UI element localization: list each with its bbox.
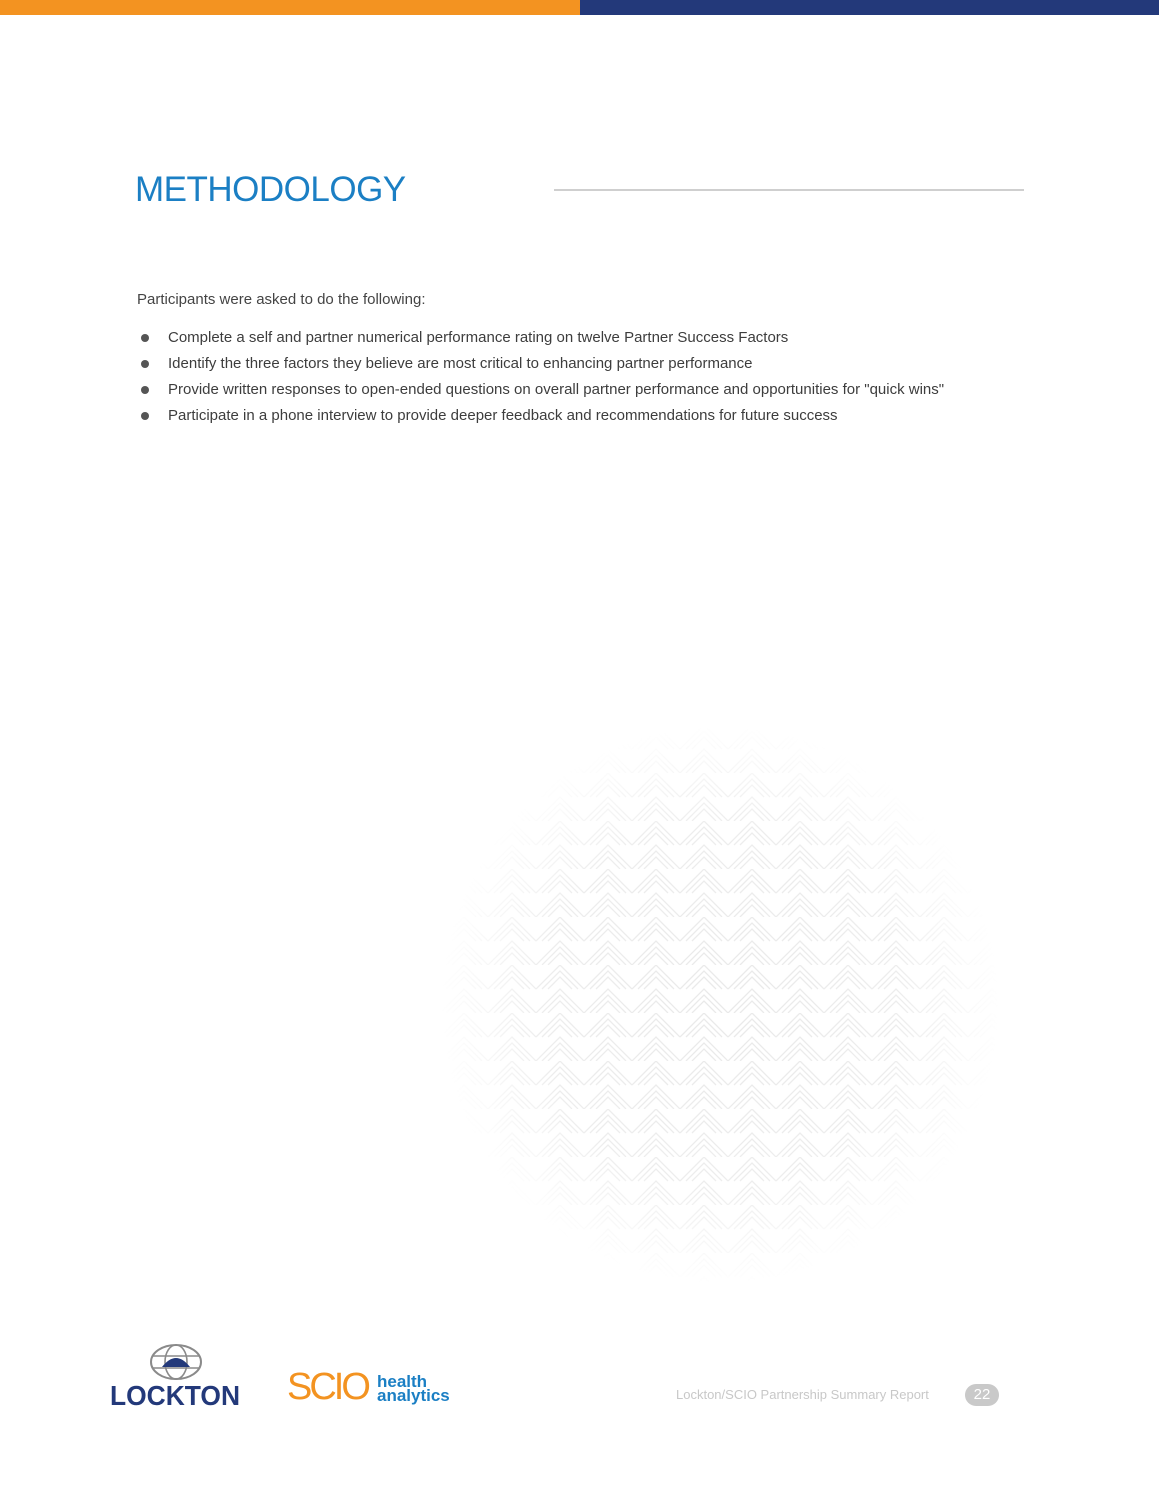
- header-accent-bar-orange: [0, 0, 580, 15]
- title-divider: [554, 189, 1024, 191]
- page-number-badge: 22: [965, 1384, 999, 1406]
- scio-wordmark: SCIO: [287, 1366, 368, 1408]
- scio-health-analytics-logo: [287, 1367, 467, 1407]
- scio-analytics-text: analytics: [377, 1386, 450, 1405]
- bullet-text: Identify the three factors they believe are most critical to enhancing partner performance: [168, 355, 753, 372]
- bullet-icon: [141, 360, 149, 368]
- bullet-text: Participate in a phone interview to provide deeper feedback and recommendations for future success: [168, 407, 838, 424]
- header-accent-bar-navy: [580, 0, 1159, 15]
- scio-health-text: health: [377, 1372, 428, 1391]
- page-title: METHODOLOGY: [135, 170, 406, 209]
- bullet-icon: [141, 412, 149, 420]
- list-item: [137, 325, 944, 351]
- lockton-logo: [110, 1343, 245, 1408]
- list-item: [137, 351, 944, 377]
- background-chevron-pattern: [440, 725, 1000, 1285]
- list-item: [137, 403, 944, 429]
- report-title: Lockton/SCIO Partnership Summary Report: [676, 1387, 929, 1402]
- bullet-list: [137, 325, 944, 429]
- list-item: [137, 377, 944, 403]
- svg-text:LOCKTON: LOCKTON: [110, 1380, 240, 1408]
- bullet-icon: [141, 334, 149, 342]
- bullet-icon: [141, 386, 149, 394]
- intro-text: Participants were asked to do the following:: [137, 291, 426, 308]
- bullet-text: Provide written responses to open-ended questions on overall partner performance and opportunities for "quick wins": [168, 381, 945, 398]
- bullet-text: Complete a self and partner numerical performance rating on twelve Partner Success Factors: [168, 329, 789, 346]
